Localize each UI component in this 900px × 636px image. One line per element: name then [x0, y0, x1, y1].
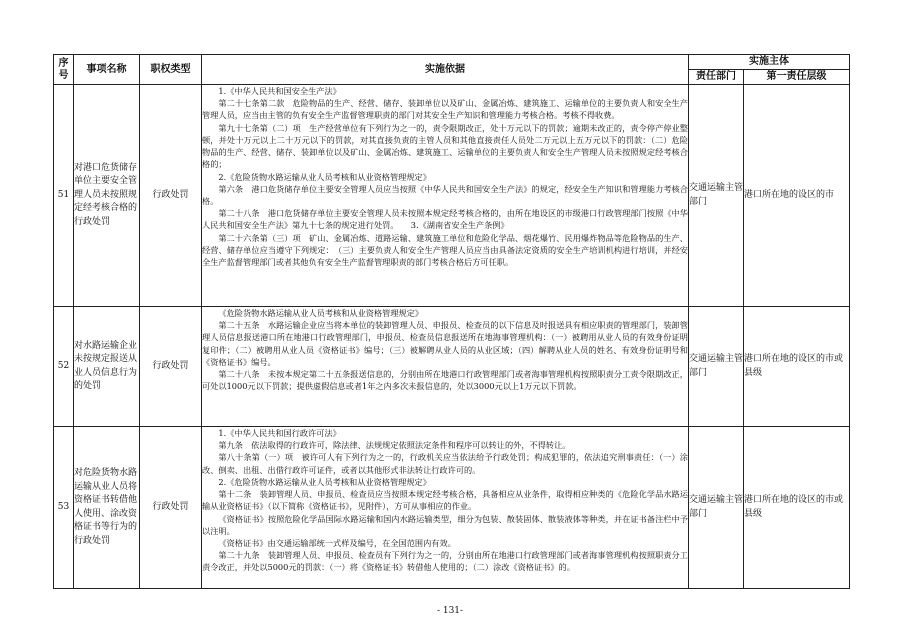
basis-line: 第九十七条第（二）项 生产经营单位有下列行为之一的，责令限期改正，处十万元以下的罚款；逾期未改正的，责令停产停业整顿，并处十万元以上二十万元以下的罚款，对其直接负责的主管人员和其他直接责任人员处二万元以上五万元以下的罚款：（二）危险物品的生产、经营、储存、装卸单位以及矿山、金属冶炼、建筑施工、运输单位的主要负责人和安全生产管理人员未按照规定经考核合格的； [202, 122, 688, 170]
basis-line: 1.《中华人民共和国安全生产法》 [218, 86, 341, 96]
basis-line: 《资格证书》由交通运输部统一式样及编号，在全国范围内有效。 [218, 537, 456, 548]
authority-table [53, 54, 850, 589]
basis-line: 第八十条第（一）项 被许可人有下列行为之一的，行政机关应当依法给予行政处罚；构成犯罪的，依法追究刑事责任：（一）涂改、倒卖、出租、出借行政许可证件，或者以其他形式非法转让行政许可的。 [202, 452, 688, 475]
basis-line: 第二十六条第（三）项 矿山、金属冶炼、道路运输、建筑施工单位和危险化学品、烟花爆竹、民用爆炸物品等危险物品的生产、经营、储存单位应当遵守下列规定： （三）主要负责人和安全生产管理人员应当由具备法定资质的安全生产培训机构进行培训，并经安全生产监督管理部门或者其他负有安全生产监督管理职责的部门考核合格后方可任职。 [202, 232, 688, 268]
row-dept: 交通运输主管部门 [689, 307, 744, 427]
row-level: 港口所在地的设区的市或县级 [744, 427, 850, 589]
page-number: - 131- [436, 606, 464, 616]
basis-line: 第十二条 装卸管理人员、申报员、检查员应当按照本规定经考核合格，具备相应从业条件，取得相应种类的《危险化学品水路运输从业资格证书》（以下简称《资格证书》，见附件），方可从事相应的作业。 [202, 489, 688, 512]
row-type: 行政处罚 [140, 307, 202, 427]
basis-line: 第二十七条第二款 危险物品的生产、经营、储存、装卸单位以及矿山、金属冶炼、建筑施工、运输单位的主要负责人和安全生产管理人员，应当由主管的负有安全生产监督管理职责的部门对其安全生产知识和管理能力考核合格。考核不得收费。 [202, 98, 688, 121]
row-seq: 53 [54, 427, 74, 589]
basis-line: 2.《危险货物水路运输从业人员考核和从业资格管理规定》 [218, 171, 431, 182]
basis-line: 第二十八条 未按本规定第二十五条报送信息的，分别由所在地港口行政管理部门或者海事管理机构按照职责分工责令限期改正，可处以1000元以下罚款；提供虚假信息或者1年之内多次未报信息的，处以3000元以上1万元以下罚款。 [202, 369, 688, 392]
table-row [54, 427, 850, 589]
row-basis [202, 85, 689, 307]
row-level: 港口所在地的设区的市或县级 [744, 307, 850, 427]
row-seq: 52 [54, 307, 74, 427]
table-row [54, 85, 850, 307]
row-basis [202, 307, 689, 427]
row-name: 对港口危货储存单位主要安全管理人员未按照规定经考核合格的行政处罚 [74, 85, 140, 307]
row-name: 对危险货物水路运输从业人员将资格证书转借他人使用、涂改资格证书等行为的行政处罚 [74, 427, 140, 589]
basis-line: 第二十五条 水路运输企业应当将本单位的装卸管理人员、申报员、检查员的以下信息及时报送具有相应职责的管理部门，装卸管理人员信息报送港口所在地港口行政管理部门，申报员、检查员信息报送所在地海事管理机构：（一）被聘用从业人员的有效身份证明复印件；（二）被聘用从业人员《资格证书》编号；（三）被解聘从业人员的从业区域；（四）解聘从业人员的姓名、有效身份证明号和《资格证书》编号。 [202, 320, 688, 367]
header-name: 事项名称 [74, 55, 140, 85]
header-basis: 实施依据 [202, 55, 689, 85]
basis-line: 1.《中华人民共和国行政许可法》 [218, 428, 341, 438]
basis-line: 第二十八条 港口危货储存单位主要安全管理人员未按照本规定经考核合格的，由所在地设区的市级港口行政管理部门按照《中华人民共和国安全生产法》第九十七条的规定进行处罚。 3.《湖南省安全生产条例》 [202, 208, 688, 231]
header-level: 第一责任层级 [744, 70, 850, 85]
row-seq: 51 [54, 85, 74, 307]
header-seq: 序号 [54, 55, 74, 85]
basis-line: 第九条 依法取得的行政许可，除法律、法规规定依照法定条件和程序可以转让的外，不得转让。 [218, 440, 571, 451]
row-name: 对水路运输企业未按规定报送从业人员信息行为的处罚 [74, 307, 140, 427]
header-dept: 责任部门 [689, 70, 744, 85]
row-dept: 交通运输主管部门 [689, 427, 744, 589]
row-level: 港口所在地的设区的市 [744, 85, 850, 307]
row-dept: 交通运输主管部门 [689, 85, 744, 307]
basis-line: 第六条 港口危货储存单位主要安全管理人员应当按照《中华人民共和国安全生产法》的规定，经安全生产知识和管理能力考核合格。 [202, 183, 688, 206]
row-basis [202, 427, 689, 589]
header-subject: 实施主体 [689, 55, 850, 70]
basis-line: 《资格证书》按照危险化学品国际水路运输和国内水路运输类型，细分为包装、散装固体、散装液体等种类，并在证书备注栏中予以注明。 [202, 513, 688, 536]
header-type: 职权类型 [140, 55, 202, 85]
row-type: 行政处罚 [140, 427, 202, 589]
basis-line: 2.《危险货物水路运输从业人员考核和从业资格管理规定》 [218, 476, 431, 487]
row-type: 行政处罚 [140, 85, 202, 307]
basis-line: 《危险货物水路运输从业人员考核和从业资格管理规定》 [218, 308, 424, 318]
table-row [54, 307, 850, 427]
basis-line: 第二十九条 装卸管理人员、申报员、检查员有下列行为之一的，分别由所在地港口行政管理部门或者海事管理机构按照职责分工责令改正，并处以5000元的罚款：（一）将《资格证书》转借他人使用的；（二）涂改《资格证书》的。 [202, 550, 688, 573]
